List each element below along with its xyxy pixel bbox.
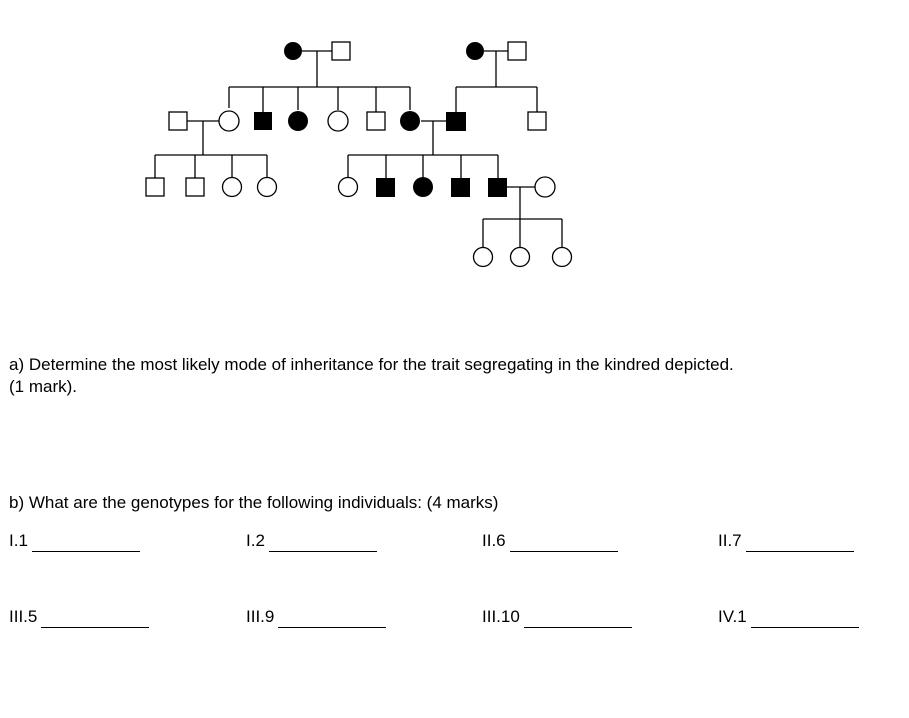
question-a-line2: (1 mark). bbox=[9, 377, 77, 396]
individual-label: IV.1 bbox=[718, 607, 747, 626]
individual-label: III.5 bbox=[9, 607, 38, 626]
individual-label: III.10 bbox=[482, 607, 520, 626]
answer-line[interactable] bbox=[41, 609, 149, 628]
II-7-affected-female bbox=[400, 111, 420, 131]
III-7-affected-female bbox=[413, 177, 433, 197]
question-a-line1: a) Determine the most likely mode of inheritance for the trait segregating in the kindred depicted. bbox=[9, 355, 734, 374]
III-5-unaffected-female bbox=[339, 178, 358, 197]
I-4-unaffected-male bbox=[508, 42, 526, 60]
IV-3-unaffected-female bbox=[553, 248, 572, 267]
answer-blank-III-10[interactable] bbox=[482, 606, 632, 628]
III-6-affected-male bbox=[376, 178, 395, 197]
answer-line[interactable] bbox=[278, 609, 386, 628]
answer-blank-II-7[interactable] bbox=[718, 530, 854, 552]
answer-blank-IV-1[interactable] bbox=[718, 606, 859, 628]
answer-blank-II-6[interactable] bbox=[482, 530, 618, 552]
IV-1-unaffected-female bbox=[474, 248, 493, 267]
III-2-unaffected-male bbox=[186, 178, 204, 196]
answer-line[interactable] bbox=[32, 533, 140, 552]
II-4-affected-female bbox=[288, 111, 308, 131]
question-b-prompt: b) What are the genotypes for the following individuals: (4 marks) bbox=[9, 493, 499, 512]
answer-blank-I-2[interactable] bbox=[246, 530, 377, 552]
answer-blank-III-9[interactable] bbox=[246, 606, 386, 628]
III-4-unaffected-female bbox=[258, 178, 277, 197]
individual-label: II.7 bbox=[718, 531, 742, 550]
pedigree-lines bbox=[155, 51, 562, 248]
individual-label: II.6 bbox=[482, 531, 506, 550]
pedigree-chart bbox=[0, 0, 909, 300]
answer-line[interactable] bbox=[510, 533, 618, 552]
answer-blank-III-5[interactable] bbox=[9, 606, 149, 628]
II-1-unaffected-male bbox=[169, 112, 187, 130]
answer-line[interactable] bbox=[751, 609, 859, 628]
II-2-unaffected-female bbox=[219, 111, 239, 131]
IV-2-unaffected-female bbox=[511, 248, 530, 267]
individual-label: III.9 bbox=[246, 607, 275, 626]
II-9-unaffected-male bbox=[528, 112, 546, 130]
answer-blank-I-1[interactable] bbox=[9, 530, 140, 552]
III-1-unaffected-male bbox=[146, 178, 164, 196]
II-3-affected-male bbox=[254, 112, 272, 130]
III-9-affected-male bbox=[488, 178, 507, 197]
answer-line[interactable] bbox=[746, 533, 854, 552]
II-5-unaffected-female bbox=[328, 111, 348, 131]
I-3-affected-female bbox=[466, 42, 484, 60]
II-6-unaffected-male bbox=[367, 112, 385, 130]
I-2-unaffected-male bbox=[332, 42, 350, 60]
question-a bbox=[9, 354, 889, 398]
III-10-unaffected-female bbox=[535, 177, 555, 197]
individual-label: I.2 bbox=[246, 531, 265, 550]
answer-line[interactable] bbox=[269, 533, 377, 552]
II-8-affected-male bbox=[446, 112, 466, 131]
III-3-unaffected-female bbox=[223, 178, 242, 197]
individual-label: I.1 bbox=[9, 531, 28, 550]
III-8-affected-male bbox=[451, 178, 470, 197]
I-1-affected-female bbox=[284, 42, 302, 60]
answer-line[interactable] bbox=[524, 609, 632, 628]
